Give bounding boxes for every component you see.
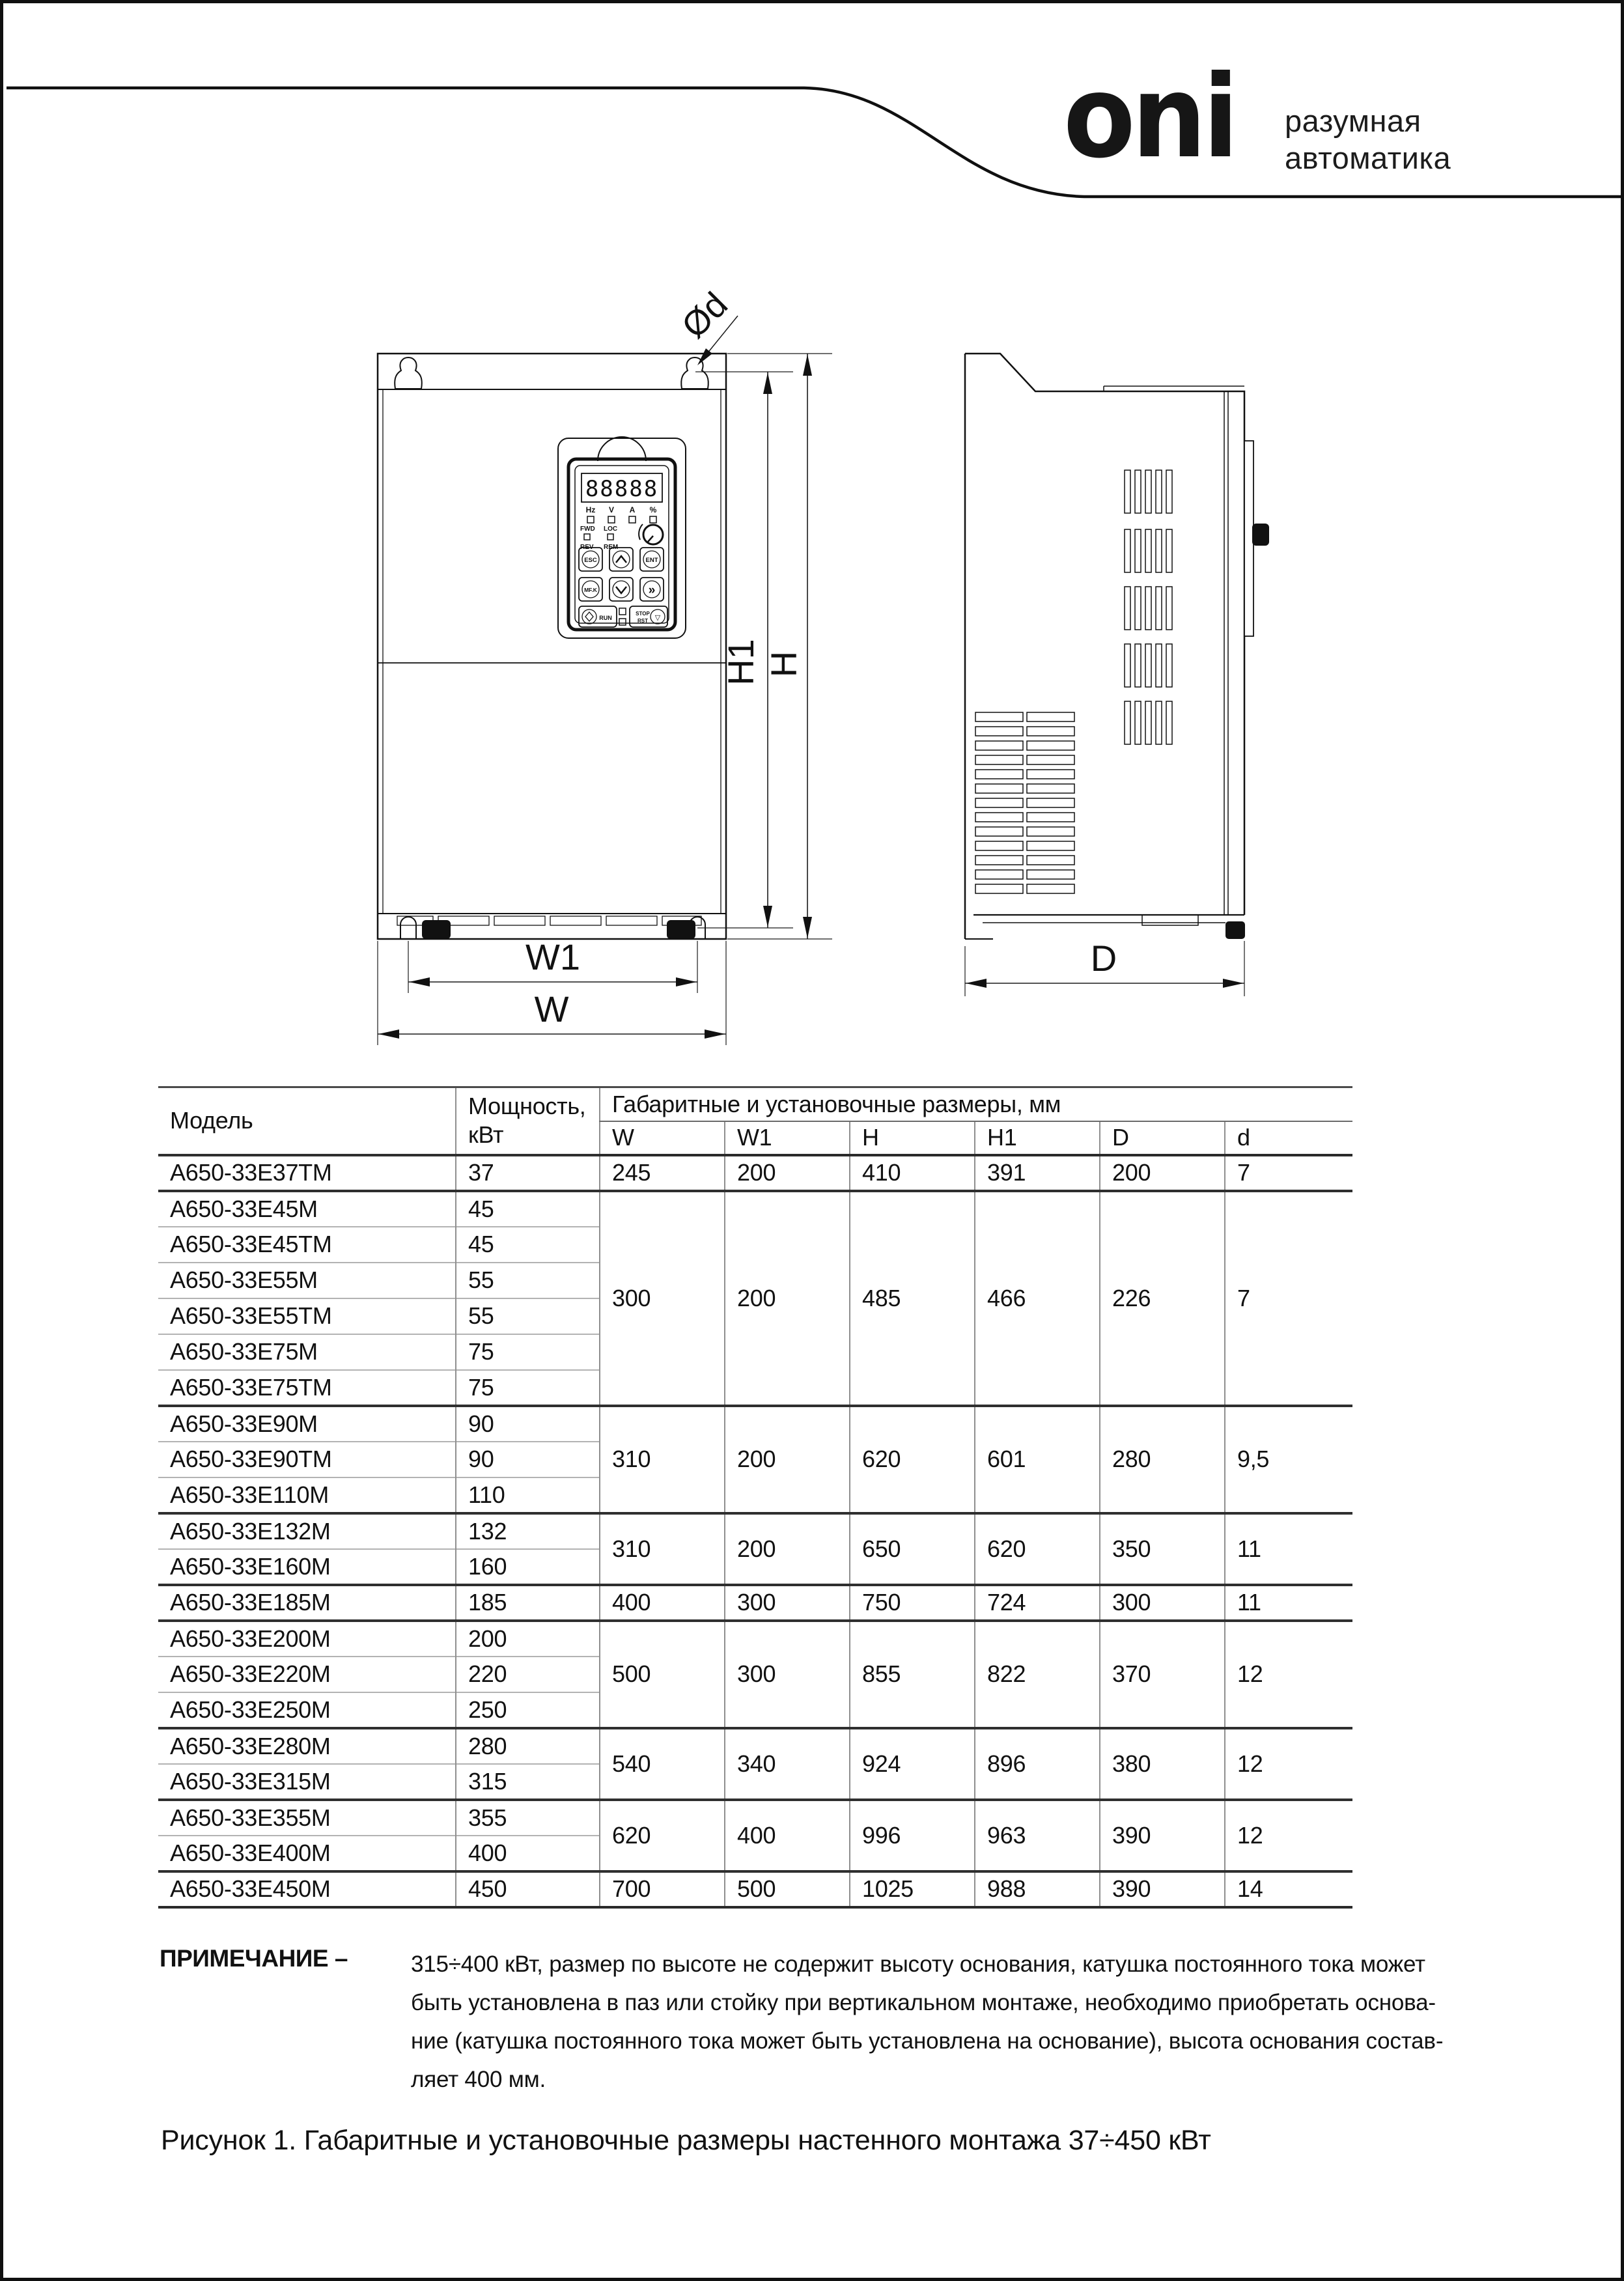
dim-cell: 855 <box>850 1621 975 1728</box>
dim-cell: 620 <box>850 1406 975 1513</box>
table-row <box>158 1406 1352 1442</box>
table-row <box>158 1585 1352 1621</box>
dim-label-d: D <box>1090 938 1117 979</box>
dim-cell: 300 <box>1100 1585 1225 1621</box>
dim-cell: 650 <box>850 1513 975 1585</box>
run-status-leds <box>619 608 626 625</box>
model-cell: A650-33E132M <box>158 1513 456 1549</box>
power-cell: 90 <box>456 1406 600 1442</box>
svg-text:»: » <box>648 583 656 597</box>
col-header-d-small: d <box>1225 1121 1352 1155</box>
power-cell: 75 <box>456 1334 600 1370</box>
dim-cell: 300 <box>725 1621 850 1728</box>
dim-cell: 963 <box>975 1800 1100 1871</box>
col-header-d: D <box>1100 1121 1225 1155</box>
figure-caption: Рисунок 1. Габаритные и установочные размеры настенного монтажа 37÷450 кВт <box>161 2125 1211 2156</box>
dim-cell: 300 <box>600 1191 725 1406</box>
front-view <box>378 354 726 939</box>
model-cell: A650-33E37TM <box>158 1155 456 1191</box>
model-cell: A650-33E55M <box>158 1263 456 1298</box>
dim-cell: 540 <box>600 1728 725 1800</box>
model-cell: A650-33E45M <box>158 1191 456 1227</box>
power-cell: 200 <box>456 1621 600 1657</box>
dim-cell: 400 <box>600 1585 725 1621</box>
power-cell: 185 <box>456 1585 600 1621</box>
dim-cell: 280 <box>1100 1406 1225 1513</box>
dim-cell: 12 <box>1225 1621 1352 1728</box>
model-cell: A650-33E450M <box>158 1871 456 1907</box>
col-header-w: W <box>600 1121 725 1155</box>
power-cell: 75 <box>456 1370 600 1406</box>
dimensions-table <box>158 1086 1352 1909</box>
dim-cell: 340 <box>725 1728 850 1800</box>
dim-cell: 200 <box>725 1406 850 1513</box>
table-row <box>158 1191 1352 1227</box>
esc-button <box>579 548 602 571</box>
svg-text:▽: ▽ <box>654 614 661 622</box>
dim-cell: 896 <box>975 1728 1100 1800</box>
dim-cell: 620 <box>975 1513 1100 1585</box>
col-header-model: Модель <box>170 1107 253 1134</box>
dim-cell: 200 <box>725 1513 850 1585</box>
led-label-rev: REV <box>580 544 594 551</box>
model-cell: A650-33E220M <box>158 1657 456 1692</box>
mounting-keyhole-top-left <box>395 357 422 389</box>
dim-cell: 466 <box>975 1191 1100 1406</box>
dim-cell: 500 <box>725 1871 850 1907</box>
note-line: ние (катушка постоянного тока может быть установлена на основание), высота основания состав- <box>411 2028 1444 2054</box>
model-cell: A650-33E185M <box>158 1585 456 1621</box>
power-cell: 37 <box>456 1155 600 1191</box>
ent-button <box>640 548 664 571</box>
table-row <box>158 1621 1352 1657</box>
led-label-fwd: FWD <box>580 525 595 533</box>
svg-text:MF.K: MF.K <box>584 587 597 593</box>
col-header-power <box>456 1087 600 1155</box>
dim-cell: 485 <box>850 1191 975 1406</box>
svg-text:ESC: ESC <box>584 557 597 564</box>
power-cell: 45 <box>456 1227 600 1263</box>
dim-cell: 14 <box>1225 1871 1352 1907</box>
down-arrow-button <box>609 578 633 601</box>
dim-cell: 1025 <box>850 1871 975 1907</box>
power-cell: 55 <box>456 1263 600 1298</box>
brand-tagline-line1: разумная <box>1285 104 1421 138</box>
col-header-dims-group: Габаритные и установочные размеры, мм <box>600 1087 1352 1121</box>
front-foot-right <box>667 921 695 938</box>
model-cell: A650-33E160M <box>158 1549 456 1585</box>
svg-text:RST: RST <box>637 618 648 624</box>
model-cell: A650-33E200M <box>158 1621 456 1657</box>
led-label-pct: % <box>649 505 657 514</box>
dim-cell: 310 <box>600 1513 725 1585</box>
table-row <box>158 1871 1352 1907</box>
note-label: ПРИМЕЧАНИЕ – <box>160 1945 348 1972</box>
led-label-loc: LOC <box>604 525 618 533</box>
side-knob <box>1252 524 1269 546</box>
model-cell: A650-33E45TM <box>158 1227 456 1263</box>
dimension-annotations <box>378 285 1244 1045</box>
dim-cell: 391 <box>975 1155 1100 1191</box>
model-cell: A650-33E315M <box>158 1764 456 1800</box>
col-header-power-line1: Мощность, <box>468 1093 586 1120</box>
dim-cell: 500 <box>600 1621 725 1728</box>
model-cell: A650-33E400M <box>158 1836 456 1871</box>
brand-tagline-line2: автоматика <box>1285 141 1451 175</box>
stop-rst-button <box>630 606 667 627</box>
power-cell: 132 <box>456 1513 600 1549</box>
table-row <box>158 1728 1352 1764</box>
side-foot <box>1225 921 1245 939</box>
dim-cell: 390 <box>1100 1800 1225 1871</box>
table-row <box>158 1800 1352 1836</box>
power-cell: 450 <box>456 1871 600 1907</box>
dim-cell: 724 <box>975 1585 1100 1621</box>
table-row <box>158 1155 1352 1191</box>
dim-cell: 620 <box>600 1800 725 1871</box>
dim-cell: 822 <box>975 1621 1100 1728</box>
table-body <box>158 1155 1352 1907</box>
up-arrow-button <box>609 548 633 571</box>
svg-text:RUN: RUN <box>599 615 612 621</box>
power-cell: 160 <box>456 1549 600 1585</box>
power-cell: 45 <box>456 1191 600 1227</box>
note-text <box>411 1945 1505 2099</box>
power-cell: 400 <box>456 1836 600 1871</box>
power-cell: 55 <box>456 1298 600 1334</box>
front-foot-left <box>423 921 450 938</box>
dim-cell: 370 <box>1100 1621 1225 1728</box>
power-cell: 220 <box>456 1657 600 1692</box>
model-cell: A650-33E355M <box>158 1800 456 1836</box>
dim-cell: 11 <box>1225 1585 1352 1621</box>
dim-cell: 400 <box>725 1800 850 1871</box>
dim-cell: 390 <box>1100 1871 1225 1907</box>
dim-cell: 996 <box>850 1800 975 1871</box>
dim-label-h1: H1 <box>720 639 761 686</box>
model-cell: A650-33E75TM <box>158 1370 456 1406</box>
col-header-h: H <box>850 1121 975 1155</box>
power-cell: 315 <box>456 1764 600 1800</box>
dim-cell: 226 <box>1100 1191 1225 1406</box>
brand-logo: oni <box>1063 51 1235 184</box>
keypad <box>558 437 686 638</box>
svg-text:ENT: ENT <box>645 557 658 564</box>
model-cell: A650-33E90TM <box>158 1442 456 1477</box>
dim-cell: 11 <box>1225 1513 1352 1585</box>
display-digits: 88888 <box>585 476 659 502</box>
dim-cell: 7 <box>1225 1191 1352 1406</box>
note-line: 315÷400 кВт, размер по высоте не содержит высоту основания, катушка постоянного тока может <box>411 1952 1425 1977</box>
mounting-keyhole-top-right <box>681 357 708 389</box>
power-cell: 355 <box>456 1800 600 1836</box>
dim-cell: 300 <box>725 1585 850 1621</box>
side-vents-vertical <box>1125 470 1172 744</box>
dim-cell: 200 <box>725 1155 850 1191</box>
potentiometer-knob <box>639 524 663 544</box>
dim-cell: 310 <box>600 1406 725 1513</box>
mfk-button <box>579 578 602 601</box>
model-cell: A650-33E90M <box>158 1406 456 1442</box>
dim-cell: 12 <box>1225 1728 1352 1800</box>
dim-cell: 380 <box>1100 1728 1225 1800</box>
power-cell: 90 <box>456 1442 600 1477</box>
led-label-rem: REM <box>604 544 619 551</box>
dim-cell: 750 <box>850 1585 975 1621</box>
power-cell: 110 <box>456 1477 600 1513</box>
power-cell: 280 <box>456 1728 600 1764</box>
dim-label-w: W <box>534 988 569 1029</box>
note-line: быть установлена в паз или стойку при вертикальном монтаже, необходимо приобретать основа- <box>411 1990 1436 2015</box>
col-header-h1: H1 <box>975 1121 1100 1155</box>
dim-cell: 350 <box>1100 1513 1225 1585</box>
side-vents-horizontal <box>975 712 1074 893</box>
side-view <box>965 354 1269 939</box>
dim-cell: 200 <box>1100 1155 1225 1191</box>
model-cell: A650-33E55TM <box>158 1298 456 1334</box>
col-header-power-line2: кВт <box>468 1121 504 1149</box>
table-row <box>158 1513 1352 1549</box>
svg-text:STOP: STOP <box>636 611 650 617</box>
dim-label-h: H <box>763 651 804 678</box>
led-label-a: A <box>629 505 636 514</box>
note-line: ляет 400 мм. <box>411 2067 546 2092</box>
dim-cell: 410 <box>850 1155 975 1191</box>
dim-cell: 601 <box>975 1406 1100 1513</box>
power-cell: 250 <box>456 1692 600 1728</box>
shift-button <box>640 578 664 601</box>
dim-label-w1: W1 <box>525 936 580 977</box>
model-cell: A650-33E110M <box>158 1477 456 1513</box>
led-label-v: V <box>608 505 615 514</box>
dim-cell: 7 <box>1225 1155 1352 1191</box>
dim-label-hole-diameter: Ød <box>674 285 735 346</box>
led-label-hz: Hz <box>585 505 596 514</box>
dim-cell: 9,5 <box>1225 1406 1352 1513</box>
dim-cell: 924 <box>850 1728 975 1800</box>
dim-cell: 700 <box>600 1871 725 1907</box>
dim-cell: 988 <box>975 1871 1100 1907</box>
model-cell: A650-33E250M <box>158 1692 456 1728</box>
model-cell: A650-33E75M <box>158 1334 456 1370</box>
brand-tagline <box>1285 102 1451 176</box>
dim-cell: 245 <box>600 1155 725 1191</box>
model-cell: A650-33E280M <box>158 1728 456 1764</box>
dim-cell: 12 <box>1225 1800 1352 1871</box>
dim-cell: 200 <box>725 1191 850 1406</box>
col-header-w1: W1 <box>725 1121 850 1155</box>
run-button <box>579 606 617 627</box>
